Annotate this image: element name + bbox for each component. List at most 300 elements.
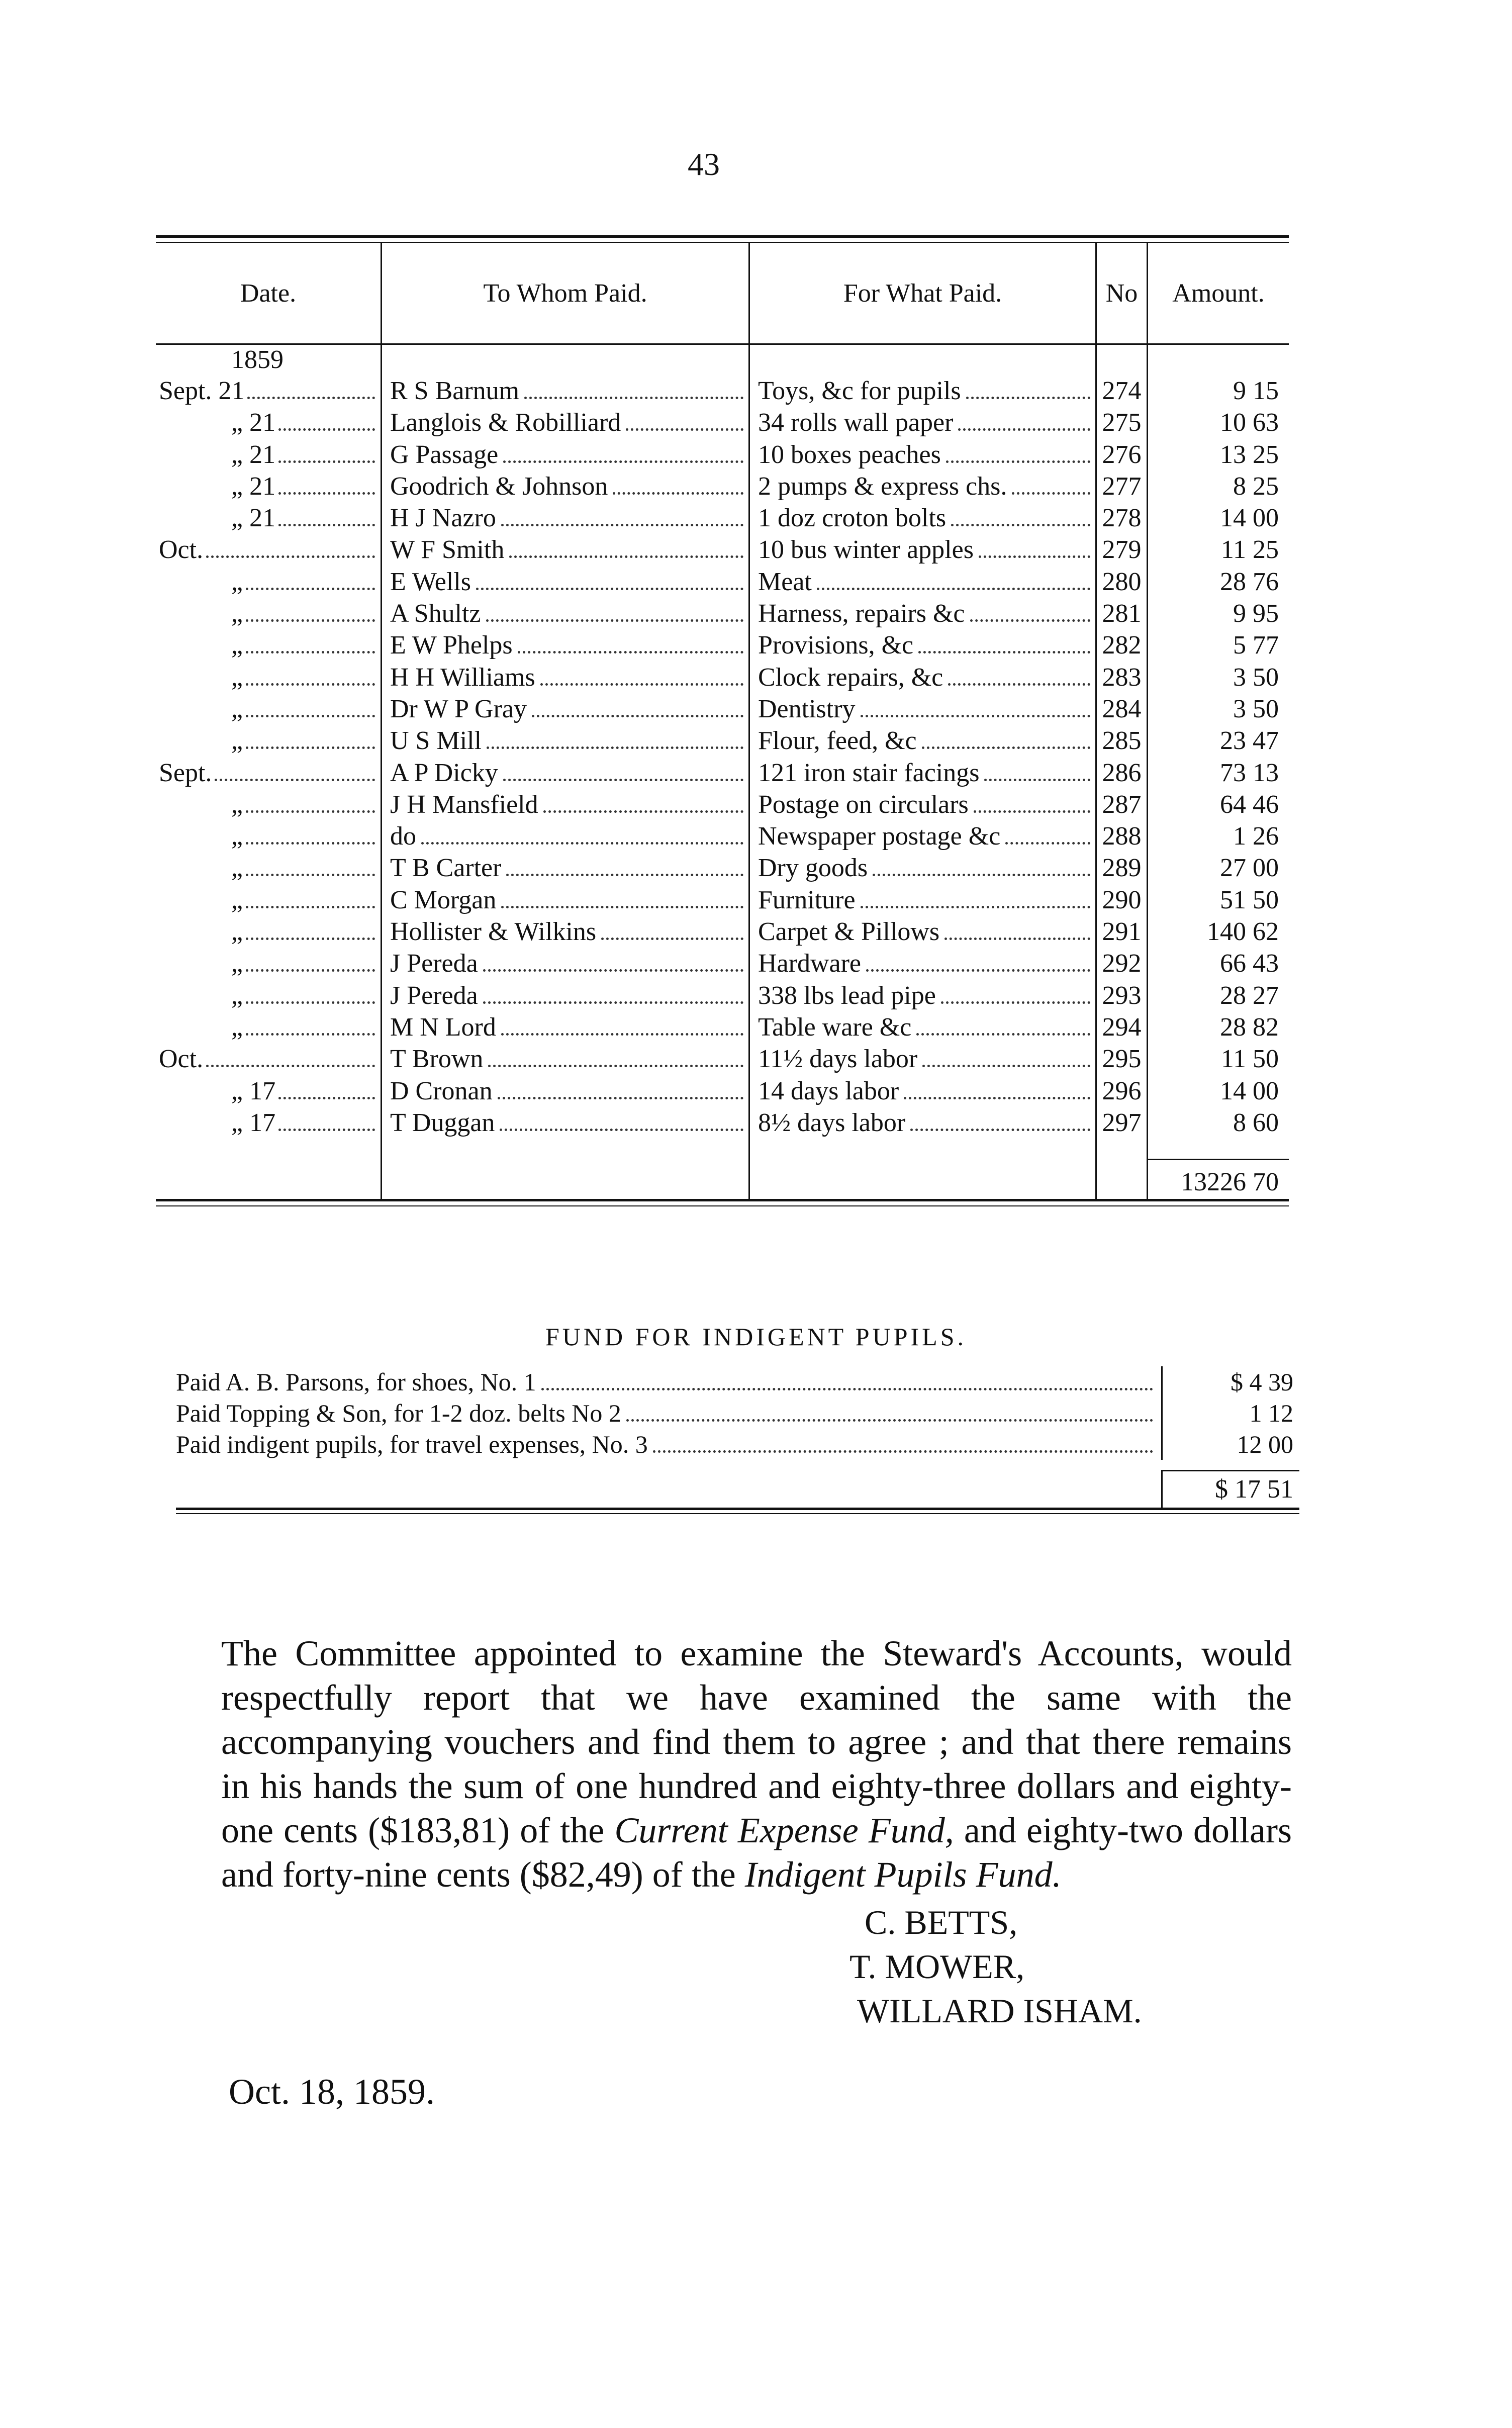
fund-row (176, 1397, 1299, 1429)
ledger-row (156, 1107, 1289, 1139)
row-voucher-no: 281 (1097, 598, 1148, 629)
row-amount: 9 15 (1233, 377, 1279, 405)
row-purpose-cell (750, 980, 1097, 1011)
row-payee: R S Barnum (390, 377, 520, 405)
row-payee-cell (382, 1107, 750, 1139)
row-voucher-no: 274 (1097, 375, 1148, 407)
row-date: „ (231, 885, 243, 914)
row-payee: D Cronan (390, 1076, 493, 1105)
row-amount: 28 76 (1220, 567, 1279, 596)
row-payee-leader (501, 524, 743, 526)
row-amount: 3 50 (1233, 694, 1279, 723)
row-payee: Dr W P Gray (390, 694, 527, 723)
row-date-cell (156, 916, 382, 948)
row-date-cell (156, 820, 382, 852)
row-purpose: 34 rolls wall paper (758, 408, 954, 437)
row-payee-cell (382, 1075, 750, 1107)
row-date-cell (156, 407, 382, 438)
row-date: „ 21 (231, 504, 276, 533)
row-date-cell (156, 662, 382, 693)
row-purpose-leader (916, 1033, 1090, 1036)
row-amount: 27 00 (1220, 854, 1279, 883)
row-payee-cell (382, 598, 750, 629)
row-date: „ 21 (231, 440, 276, 469)
ledger-total-row (156, 1139, 1289, 1199)
header-date: Date. (156, 243, 382, 343)
row-payee-cell (382, 789, 750, 820)
row-date-cell (156, 439, 382, 471)
fund-bottom-rule (176, 1508, 1299, 1514)
fund-row-leader (541, 1388, 1153, 1390)
row-purpose-cell (750, 820, 1097, 852)
row-payee-leader (503, 779, 743, 781)
row-voucher-no: 294 (1097, 1011, 1148, 1043)
row-date-cell (156, 1043, 382, 1075)
row-purpose-leader (866, 969, 1090, 972)
row-voucher-no: 279 (1097, 534, 1148, 566)
row-date: „ 21 (231, 472, 276, 501)
row-purpose: 10 boxes peaches (758, 440, 941, 469)
row-date: „ (231, 599, 243, 628)
row-payee-leader (501, 906, 743, 908)
row-amount: 13 25 (1220, 440, 1279, 469)
report-text-1: The Committee appointed to examine the Steward's Accounts, would respectfully report that we have examined the same with the accompanying vouchers and find them to agree ; and that there remains in his hands the sum of one hundred and eighty-three dollars and eighty-one cents ($183,81) of the (221, 1633, 1292, 1850)
row-purpose: Meat (758, 567, 812, 596)
row-date-cell (156, 375, 382, 407)
row-voucher-no: 276 (1097, 439, 1148, 471)
committee-report (221, 1631, 1292, 1897)
row-purpose-leader (948, 683, 1090, 686)
ledger-grand-total: 13226 70 (1148, 1159, 1289, 1197)
row-payee: T Brown (390, 1045, 484, 1074)
row-payee-leader (501, 1033, 743, 1036)
row-purpose: 8½ days labor (758, 1108, 906, 1137)
row-date-cell (156, 471, 382, 502)
row-payee-cell (382, 1043, 750, 1075)
fund-row-leader (653, 1450, 1153, 1453)
row-payee: T Duggan (390, 1108, 495, 1137)
row-purpose: Toys, &c for pupils (758, 377, 961, 405)
row-amount: 140 62 (1207, 917, 1279, 947)
row-date: „ (231, 726, 243, 756)
ledger-row (156, 693, 1289, 725)
report-text-2: and eighty-two dollars and forty-nine cents ($82,49) of the (221, 1810, 1292, 1895)
row-purpose-cell (750, 725, 1097, 757)
row-date-cell (156, 884, 382, 916)
row-purpose-leader (941, 1001, 1090, 1004)
row-payee-cell (382, 916, 750, 948)
row-amount: 64 46 (1220, 790, 1279, 819)
row-payee-leader (601, 938, 743, 940)
row-payee: J Pereda (390, 949, 478, 978)
row-date-leader (206, 555, 375, 558)
ledger-row (156, 566, 1289, 598)
row-payee-leader (540, 683, 743, 686)
ledger-row (156, 407, 1289, 438)
row-payee-leader (421, 842, 743, 845)
ledger-row (156, 820, 1289, 852)
row-date: „ (231, 567, 243, 596)
row-purpose: Flour, feed, &c (758, 726, 917, 756)
row-payee: Hollister & Wilkins (390, 917, 597, 947)
row-payee-leader (524, 397, 743, 399)
row-payee-leader (503, 460, 743, 463)
row-amount: 8 60 (1233, 1108, 1279, 1137)
ledger-row (156, 852, 1289, 884)
row-purpose-leader (873, 874, 1090, 876)
ledger-row (156, 1075, 1289, 1107)
row-payee: J H Mansfield (390, 790, 538, 819)
row-voucher-no: 278 (1097, 502, 1148, 534)
row-purpose: Carpet & Pillows (758, 917, 940, 947)
page-number: 43 (688, 146, 720, 182)
signature-mower: T. MOWER, (849, 1947, 1025, 1986)
row-date-cell (156, 980, 382, 1011)
signature-betts: C. BETTS, (865, 1903, 1018, 1941)
row-date-cell (156, 1107, 382, 1139)
row-voucher-no: 292 (1097, 948, 1148, 979)
row-purpose-leader (861, 715, 1090, 717)
row-voucher-no: 275 (1097, 407, 1148, 438)
row-date-leader (278, 460, 375, 463)
row-date: „ (231, 663, 243, 692)
header-payee: To Whom Paid. (382, 243, 750, 343)
row-payee-leader (483, 969, 743, 972)
row-amount: 51 50 (1220, 885, 1279, 914)
row-payee-leader (506, 874, 743, 876)
ledger-row (156, 789, 1289, 820)
row-payee: C Morgan (390, 885, 497, 914)
row-date: „ (231, 854, 243, 883)
row-purpose-leader (946, 460, 1090, 463)
ledger-body (156, 375, 1289, 1139)
row-date: „ (231, 1012, 243, 1042)
row-purpose: Hardware (758, 949, 861, 978)
row-purpose-leader (984, 779, 1090, 781)
row-purpose: 2 pumps & express chs. (758, 472, 1007, 501)
fund-row-amount: 1 12 (1161, 1397, 1299, 1429)
row-amount: 3 50 (1233, 663, 1279, 692)
row-purpose: Newspaper postage &c (758, 822, 1001, 851)
row-voucher-no: 282 (1097, 629, 1148, 661)
row-date-leader (246, 619, 375, 622)
row-purpose: Postage on circulars (758, 790, 969, 819)
header-purpose: For What Paid. (750, 243, 1097, 343)
ledger-row (156, 502, 1289, 534)
row-payee: G Passage (390, 440, 499, 469)
row-payee-cell (382, 725, 750, 757)
row-payee-cell (382, 820, 750, 852)
row-amount: 73 13 (1220, 758, 1279, 787)
ledger-row (156, 757, 1289, 789)
ledger-row (156, 471, 1289, 502)
signatures (849, 1900, 1142, 2033)
row-date: „ (231, 917, 243, 947)
row-voucher-no: 289 (1097, 852, 1148, 884)
row-payee-cell (382, 757, 750, 789)
row-payee-leader (498, 1097, 743, 1099)
row-voucher-no: 284 (1097, 693, 1148, 725)
row-date-cell (156, 502, 382, 534)
row-date-cell (156, 1011, 382, 1043)
row-purpose-leader (958, 428, 1090, 431)
row-voucher-no: 293 (1097, 980, 1148, 1011)
row-payee-cell (382, 1011, 750, 1043)
row-date: „ (231, 631, 243, 660)
row-date-leader (246, 715, 375, 717)
row-date-cell (156, 1075, 382, 1107)
fund-row-text: Paid Topping & Son, for 1-2 doz. belts No 2 (176, 1399, 621, 1427)
row-payee: T B Carter (390, 854, 502, 883)
row-purpose-leader (861, 906, 1090, 908)
header-amount: Amount. (1172, 278, 1265, 308)
row-date: „ 17 (231, 1076, 276, 1105)
row-purpose-leader (910, 1129, 1090, 1131)
row-date-cell (156, 789, 382, 820)
row-date: „ (231, 822, 243, 851)
row-payee: U S Mill (390, 726, 482, 756)
row-purpose: Provisions, &c (758, 631, 914, 660)
row-amount: 14 00 (1220, 504, 1279, 533)
ledger-row (156, 598, 1289, 629)
row-payee-cell (382, 439, 750, 471)
row-date-leader (246, 969, 375, 972)
row-purpose-cell (750, 852, 1097, 884)
row-amount: 11 50 (1220, 1045, 1279, 1074)
row-purpose-cell (750, 629, 1097, 661)
header-no: No (1097, 243, 1148, 343)
row-purpose-cell (750, 884, 1097, 916)
row-payee-cell (382, 566, 750, 598)
row-amount: 10 63 (1220, 408, 1279, 437)
row-purpose-leader (974, 810, 1090, 813)
ledger-row (156, 725, 1289, 757)
row-voucher-no: 287 (1097, 789, 1148, 820)
ledger-row (156, 1043, 1289, 1075)
row-date-cell (156, 566, 382, 598)
row-payee-leader (486, 619, 743, 622)
row-purpose-cell (750, 471, 1097, 502)
report-date: Oct. 18, 1859. (229, 2072, 435, 2112)
row-payee-cell (382, 407, 750, 438)
row-purpose-leader (1012, 492, 1090, 495)
row-date-leader (246, 651, 375, 653)
row-date-leader (278, 1129, 375, 1131)
row-payee-cell (382, 534, 750, 566)
row-amount: 9 95 (1233, 599, 1279, 628)
row-date-cell (156, 629, 382, 661)
row-payee: A Shultz (390, 599, 481, 628)
row-payee-leader (488, 1065, 743, 1067)
row-purpose-leader (951, 524, 1090, 526)
row-purpose-cell (750, 1011, 1097, 1043)
fund-heading: FUND FOR INDIGENT PUPILS. (545, 1323, 967, 1351)
row-date: „ (231, 790, 243, 819)
row-date-leader (246, 588, 375, 590)
row-purpose-leader (817, 588, 1090, 590)
ledger-row (156, 980, 1289, 1011)
ledger-row (156, 884, 1289, 916)
report-italic-indigent-pupils-fund: Indigent Pupils Fund. (744, 1854, 1062, 1895)
row-date: Oct. (159, 535, 204, 565)
report-italic-current-expense-fund: Current Expense Fund, (614, 1810, 954, 1850)
row-payee-cell (382, 502, 750, 534)
ledger-year: 1859 (231, 345, 284, 374)
row-payee: A P Dicky (390, 758, 498, 787)
row-purpose: Dry goods (758, 854, 868, 883)
row-payee-leader (483, 1001, 743, 1004)
row-payee: E W Phelps (390, 631, 513, 660)
row-amount: 28 82 (1220, 1012, 1279, 1042)
row-date-leader (215, 779, 375, 781)
fund-total-row (176, 1460, 1299, 1508)
row-date-leader (246, 746, 375, 749)
row-voucher-no: 285 (1097, 725, 1148, 757)
row-purpose: Harness, repairs &c (758, 599, 965, 628)
ledger-header-row (156, 243, 1289, 345)
fund-row-text: Paid indigent pupils, for travel expenses, No. 3 (176, 1430, 648, 1458)
ledger-row (156, 375, 1289, 407)
row-purpose: Clock repairs, &c (758, 663, 943, 692)
row-date-leader (246, 810, 375, 813)
row-purpose-leader (979, 555, 1090, 558)
row-purpose-leader (904, 1097, 1090, 1099)
row-purpose-cell (750, 662, 1097, 693)
row-date-leader (206, 1065, 375, 1067)
row-purpose-cell (750, 789, 1097, 820)
row-purpose-cell (750, 1075, 1097, 1107)
row-purpose: 1 doz croton bolts (758, 504, 947, 533)
row-purpose-leader (1005, 842, 1090, 845)
row-date-leader (246, 906, 375, 908)
row-voucher-no: 280 (1097, 566, 1148, 598)
row-amount: 8 25 (1233, 472, 1279, 501)
row-payee: Goodrich & Johnson (390, 472, 608, 501)
row-payee: H J Nazro (390, 504, 496, 533)
row-voucher-no: 295 (1097, 1043, 1148, 1075)
row-payee-leader (487, 746, 743, 749)
row-date-leader (246, 842, 375, 845)
row-payee: Langlois & Robilliard (390, 408, 621, 437)
row-purpose-leader (970, 619, 1090, 622)
row-purpose-cell (750, 948, 1097, 979)
fund-row-text-cell (176, 1429, 1161, 1460)
signature-isham: WILLARD ISHAM. (857, 1992, 1142, 2030)
year-row (156, 345, 1289, 375)
row-amount: 1 26 (1233, 822, 1279, 851)
row-date-leader (278, 428, 375, 431)
ledger-row (156, 1011, 1289, 1043)
row-purpose-leader (966, 397, 1090, 399)
row-payee-leader (518, 651, 743, 653)
row-purpose-cell (750, 757, 1097, 789)
row-payee-cell (382, 852, 750, 884)
row-purpose-cell (750, 407, 1097, 438)
row-payee: H H Williams (390, 663, 535, 692)
fund-body (176, 1366, 1299, 1460)
row-amount: 11 25 (1220, 535, 1279, 565)
row-payee-leader (500, 1129, 743, 1131)
row-payee-cell (382, 884, 750, 916)
row-voucher-no: 288 (1097, 820, 1148, 852)
row-payee: W F Smith (390, 535, 505, 565)
row-amount: 14 00 (1220, 1076, 1279, 1105)
row-payee-cell (382, 375, 750, 407)
ledger-row (156, 662, 1289, 693)
row-voucher-no: 286 (1097, 757, 1148, 789)
row-purpose: Furniture (758, 885, 856, 914)
row-purpose-leader (922, 1065, 1090, 1067)
row-purpose-cell (750, 375, 1097, 407)
row-date-cell (156, 725, 382, 757)
fund-row-amount: $ 4 39 (1161, 1366, 1299, 1397)
fund-table (176, 1366, 1299, 1514)
row-payee-cell (382, 948, 750, 979)
row-date-cell (156, 757, 382, 789)
row-purpose-cell (750, 916, 1097, 948)
row-date-leader (247, 397, 375, 399)
row-date-cell (156, 534, 382, 566)
row-date: „ (231, 694, 243, 723)
row-date-leader (246, 874, 375, 876)
row-payee-cell (382, 980, 750, 1011)
row-payee: J Pereda (390, 981, 478, 1010)
row-voucher-no: 277 (1097, 471, 1148, 502)
row-purpose: Table ware &c (758, 1012, 912, 1042)
row-amount: 5 77 (1233, 631, 1279, 660)
ledger-row (156, 916, 1289, 948)
row-voucher-no: 283 (1097, 662, 1148, 693)
row-purpose-leader (944, 938, 1090, 940)
row-purpose-cell (750, 1043, 1097, 1075)
row-date-leader (278, 524, 375, 526)
row-purpose: 121 iron stair facings (758, 758, 980, 787)
row-amount: 66 43 (1220, 949, 1279, 978)
row-date-leader (246, 1033, 375, 1036)
row-payee-leader (476, 588, 743, 590)
row-date-cell (156, 693, 382, 725)
ledger-table (156, 235, 1289, 1206)
row-payee: do (390, 822, 416, 851)
row-date-leader (246, 1001, 375, 1004)
row-purpose: Dentistry (758, 694, 856, 723)
row-date-leader (246, 938, 375, 940)
row-purpose: 14 days labor (758, 1076, 899, 1105)
ledger-top-rule (156, 235, 1289, 243)
fund-row-amount: 12 00 (1161, 1429, 1299, 1460)
ledger-row (156, 629, 1289, 661)
row-purpose-cell (750, 534, 1097, 566)
fund-row-text-cell (176, 1397, 1161, 1429)
row-date: „ (231, 949, 243, 978)
row-date-cell (156, 598, 382, 629)
fund-total: $ 17 51 (1161, 1470, 1299, 1508)
row-payee-cell (382, 662, 750, 693)
row-date-leader (246, 683, 375, 686)
row-date-cell (156, 948, 382, 979)
row-date: Sept. 21 (159, 377, 245, 405)
row-amount: 28 27 (1220, 981, 1279, 1010)
row-date: Oct. (159, 1045, 204, 1074)
row-purpose: 10 bus winter apples (758, 535, 974, 565)
row-date: „ 17 (231, 1108, 276, 1137)
fund-row (176, 1429, 1299, 1460)
row-date-leader (278, 1097, 375, 1099)
row-purpose-leader (918, 651, 1090, 653)
row-date: „ (231, 981, 243, 1010)
row-payee-cell (382, 471, 750, 502)
row-purpose-cell (750, 566, 1097, 598)
